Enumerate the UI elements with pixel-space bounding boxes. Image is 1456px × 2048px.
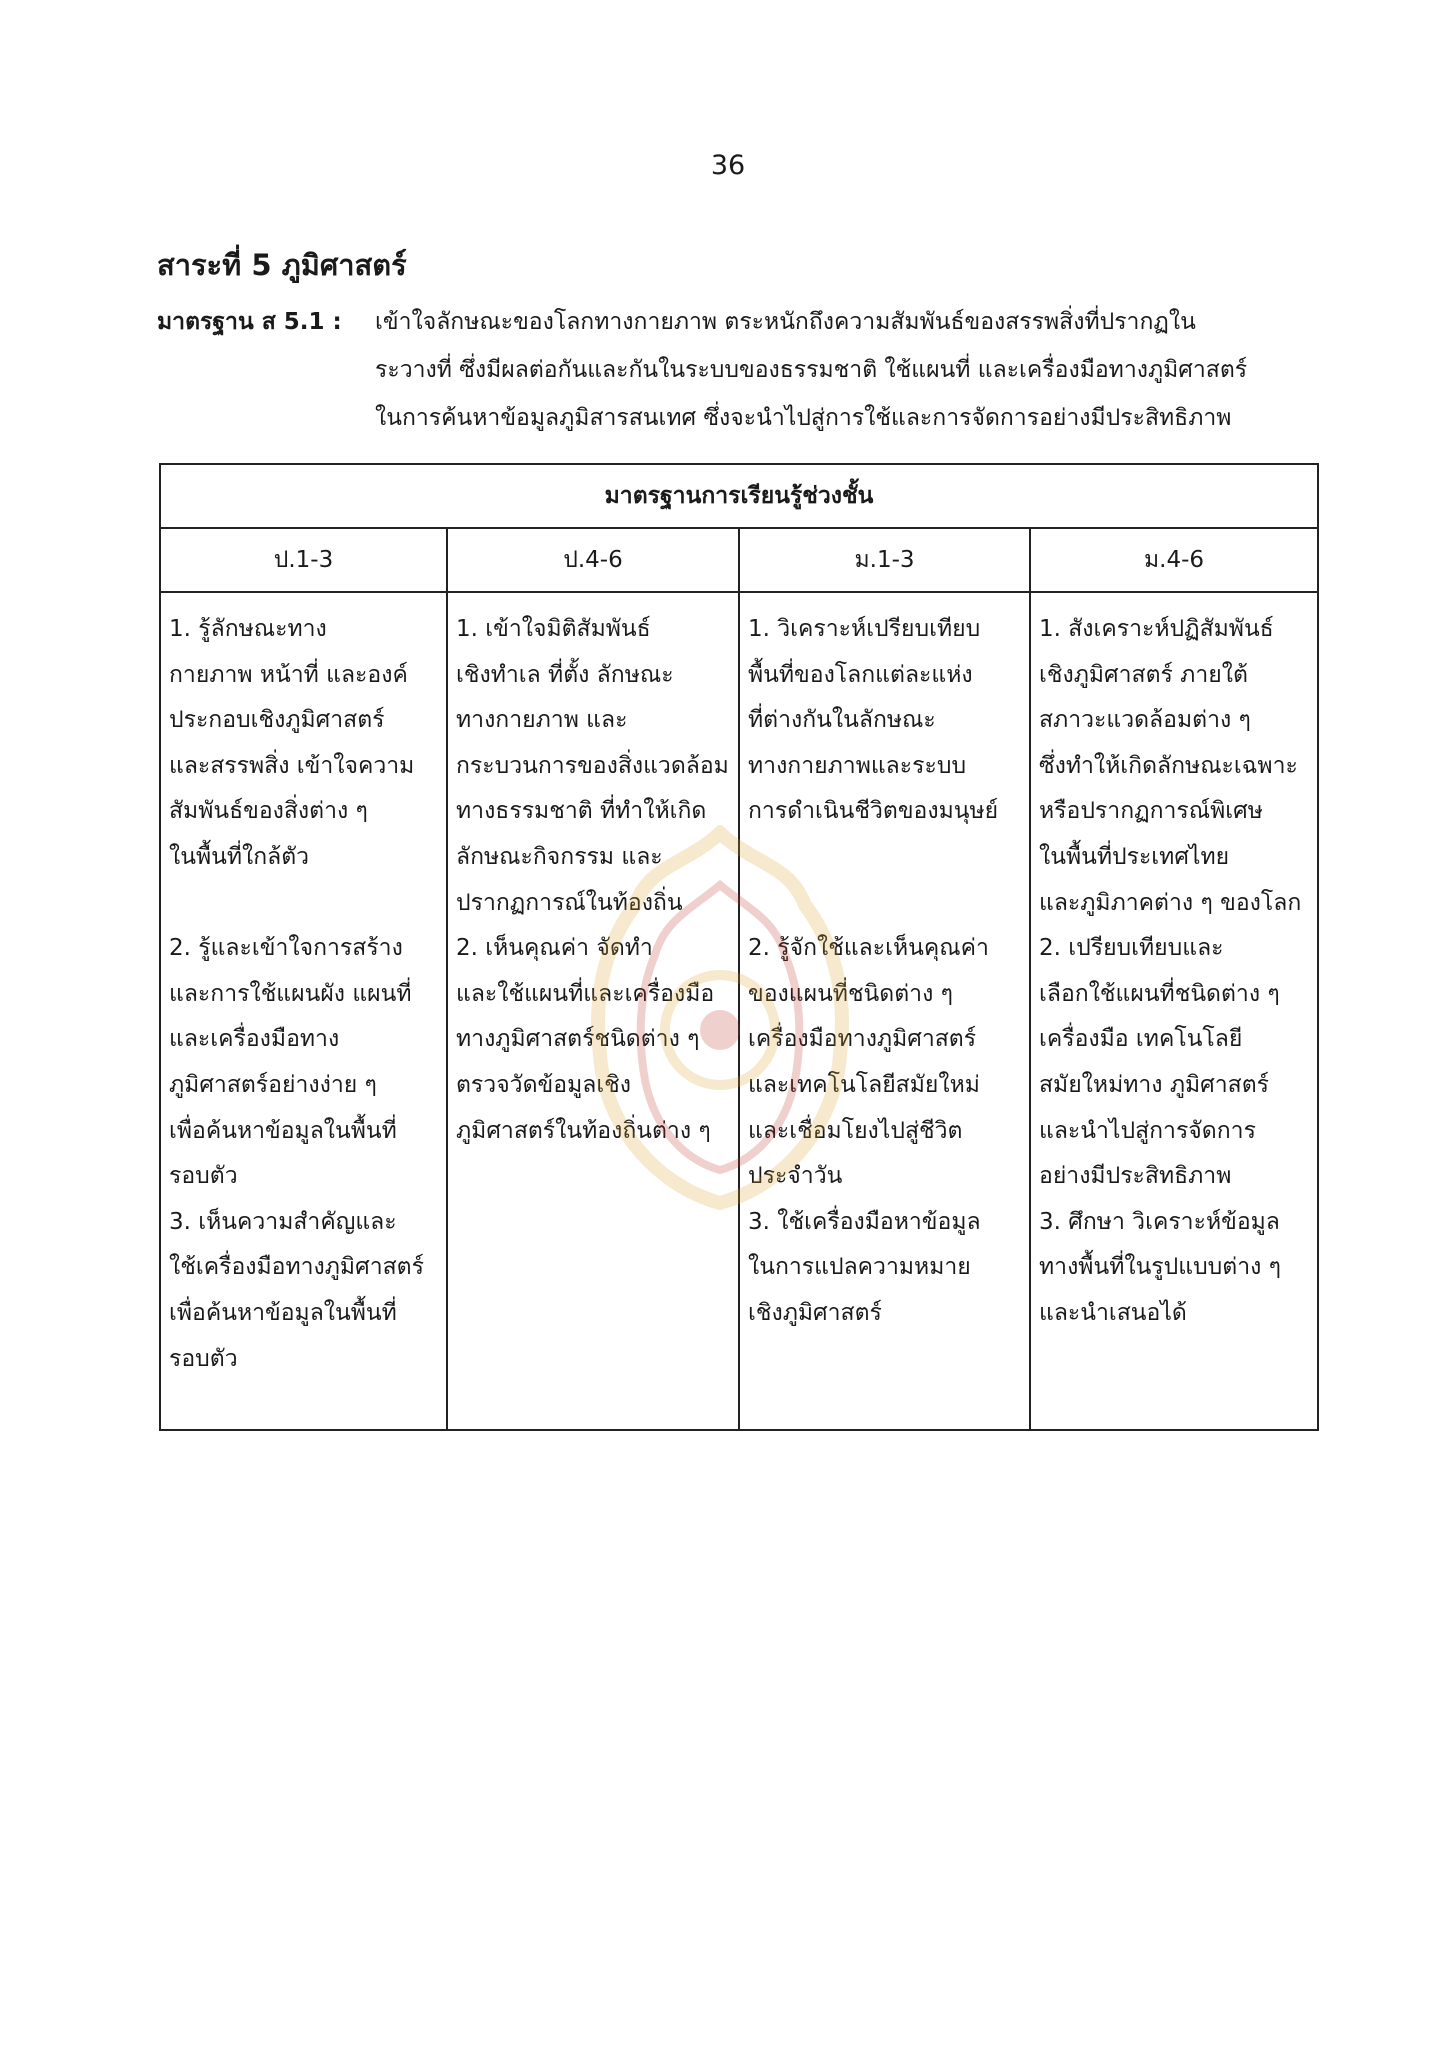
standard-item-line: ประจำวัน: [748, 1163, 843, 1190]
standard-item-line: [748, 835, 1023, 881]
standard-item: [748, 1200, 1023, 1337]
standard-item: [1039, 926, 1311, 1200]
standard-item-line: และเทคโนโลยีสมัยใหม่: [748, 1071, 980, 1098]
column-header-secondary-1-3: ม.1-3: [739, 528, 1030, 592]
standard-item-line: และภูมิภาคต่าง ๆ ของโลก: [1039, 889, 1302, 916]
standard-item-line: ของแผนที่ชนิดต่าง ๆ: [748, 980, 953, 1007]
standard-item-line: ประกอบเชิงภูมิศาสตร์: [169, 707, 385, 734]
standard-item-line: 2. รู้จักใช้และเห็นคุณค่า: [748, 935, 989, 962]
standard-item-line: ในการแปลความหมาย: [748, 1254, 971, 1281]
standard-item-line: และนำไปสู่การจัดการ: [1039, 1117, 1256, 1144]
standard-item-line: และเครื่องมือทาง: [169, 1026, 340, 1053]
standard-item-line: ใช้เครื่องมือทางภูมิศาสตร์: [169, 1254, 424, 1281]
standard-item-line: และนำเสนอได้: [1039, 1299, 1187, 1326]
standard-item-line: 1. รู้ลักษณะทาง: [169, 616, 327, 642]
standard-item-line: ซึ่งทำให้เกิดลักษณะเฉพาะ: [1039, 752, 1298, 779]
standard-item-line: ทางพื้นที่ในรูปแบบต่าง ๆ: [1039, 1254, 1282, 1281]
standard-item-line: เพื่อค้นหาข้อมูลในพื้นที่: [169, 1299, 397, 1326]
standard-item-line: เชิงทำเล ที่ตั้ง ลักษณะ: [456, 661, 674, 688]
standard-item-line: 1. สังเคราะห์ปฏิสัมพันธ์: [1039, 616, 1274, 642]
standard-item-line: ลักษณะกิจกรรม และ: [456, 843, 663, 870]
standard-item-line: ทางกายภาพ และ: [456, 707, 628, 734]
standards-cell: [1030, 592, 1318, 1430]
column-header-grade-1-3: ป.1-3: [160, 528, 447, 592]
standard-item-line: เลือกใช้แผนที่ชนิดต่าง ๆ: [1039, 980, 1280, 1007]
standards-cell: [739, 592, 1030, 1430]
strand-title: สาระที่ 5 ภูมิศาสตร์: [157, 248, 407, 282]
standard-item-line: 3. ศึกษา วิเคราะห์ข้อมูล: [1039, 1208, 1280, 1235]
standard-text: [375, 298, 1317, 442]
standard-item-line: 3. ใช้เครื่องมือหาข้อมูล: [748, 1208, 981, 1235]
standard-item: [456, 926, 732, 1154]
standard-item-line: ทางกายภาพและระบบ: [748, 752, 967, 779]
standard-item: [1039, 607, 1311, 926]
standard-item-line: กระบวนการของสิ่งแวดล้อม: [456, 752, 729, 779]
standard-item-line: 3. เห็นความสำคัญและ: [169, 1208, 397, 1235]
table-main-header: มาตรฐานการเรียนรู้ช่วงชั้น: [160, 464, 1318, 528]
column-header-grade-4-6: ป.4-6: [447, 528, 739, 592]
standard-item-line: 2. เห็นคุณค่า จัดทำ: [456, 935, 653, 962]
standard-item-line: พื้นที่ของโลกแต่ละแห่ง: [748, 661, 973, 688]
standard-item: [169, 926, 440, 1200]
standard-item-line: ในพื้นที่ประเทศไทย: [1039, 843, 1230, 870]
standard-block: [157, 298, 1317, 442]
table-body-row: [160, 592, 1318, 1430]
standard-item-line: ภูมิศาสตร์ในท้องถิ่นต่าง ๆ: [456, 1117, 711, 1144]
standard-label: มาตรฐาน ส 5.1 :: [157, 309, 342, 335]
standard-item-line: เพื่อค้นหาข้อมูลในพื้นที่: [169, 1117, 397, 1144]
standard-item-line: เครื่องมือ เทคโนโลยี: [1039, 1026, 1243, 1053]
page-number: 36: [710, 150, 746, 181]
standard-item-line: สัมพันธ์ของสิ่งต่าง ๆ: [169, 798, 368, 825]
standard-item-line: ตรวจวัดข้อมูลเชิง: [456, 1071, 632, 1098]
standard-item-line: 2. รู้และเข้าใจการสร้าง: [169, 935, 403, 962]
standard-line: ระวางที่ ซึ่งมีผลต่อกันและกันในระบบของธรรมชาติ ใช้แผนที่ และเครื่องมือทางภูมิศาสตร์: [375, 357, 1248, 383]
standard-item-line: ที่ต่างกันในลักษณะ: [748, 707, 936, 734]
standard-item-line: หรือปรากฏการณ์พิเศษ: [1039, 798, 1263, 825]
standard-item-line: 1. วิเคราะห์เปรียบเทียบ: [748, 616, 981, 642]
standards-cell: [160, 592, 447, 1430]
standard-line: เข้าใจลักษณะของโลกทางกายภาพ ตระหนักถึงความสัมพันธ์ของสรรพสิ่งที่ปรากฏใน: [375, 309, 1196, 335]
standard-item: [1039, 1200, 1311, 1337]
standard-item-line: ทางภูมิศาสตร์ชนิดต่าง ๆ: [456, 1026, 700, 1053]
standard-item-line: ในพื้นที่ใกล้ตัว: [169, 843, 310, 870]
learning-standards-table: [159, 463, 1319, 1431]
standard-item: [748, 926, 1023, 1200]
standard-item-line: 1. เข้าใจมิติสัมพันธ์: [456, 616, 651, 642]
standard-item-line: สมัยใหม่ทาง ภูมิศาสตร์: [1039, 1071, 1270, 1098]
standard-item-line: อย่างมีประสิทธิภาพ: [1039, 1163, 1232, 1190]
column-header-secondary-4-6: ม.4-6: [1030, 528, 1318, 592]
standard-item-line: และเชื่อมโยงไปสู่ชีวิต: [748, 1117, 963, 1144]
standard-item-line: สภาวะแวดล้อมต่าง ๆ: [1039, 707, 1251, 734]
standard-item-line: 2. เปรียบเทียบและ: [1039, 935, 1224, 962]
standard-item-line: การดำเนินชีวิตของมนุษย์: [748, 798, 999, 825]
standard-line: ในการค้นหาข้อมูลภูมิสารสนเทศ ซึ่งจะนำไปสู่การใช้และการจัดการอย่างมีประสิทธิภาพ: [375, 405, 1232, 431]
learning-standards-table-wrap: [159, 463, 1317, 1431]
standard-item-line: และสรรพสิ่ง เข้าใจความ: [169, 752, 415, 779]
standard-item-line: และใช้แผนที่และเครื่องมือ: [456, 980, 715, 1007]
standard-item-line: [748, 881, 1023, 927]
standard-item-line: เชิงภูมิศาสตร์: [748, 1299, 882, 1326]
standards-cell: [447, 592, 739, 1430]
standard-item: [748, 607, 1023, 926]
standard-item-line: เชิงภูมิศาสตร์ ภายใต้: [1039, 661, 1248, 688]
standard-item-line: ปรากฏการณ์ในท้องถิ่น: [456, 889, 683, 916]
standard-item-line: ภูมิศาสตร์อย่างง่าย ๆ: [169, 1071, 377, 1098]
standard-item: [169, 607, 440, 926]
standard-item: [169, 1200, 440, 1382]
standard-item-line: เครื่องมือทางภูมิศาสตร์: [748, 1026, 977, 1053]
standard-item-line: รอบตัว: [169, 1345, 238, 1372]
standard-item-line: ทางธรรมชาติ ที่ทำให้เกิด: [456, 798, 707, 825]
standard-item-line: และการใช้แผนผัง แผนที่: [169, 980, 412, 1007]
standard-item-line: กายภาพ หน้าที่ และองค์: [169, 661, 408, 688]
standard-item-line: [169, 881, 440, 927]
standard-item: [456, 607, 732, 926]
standard-item-line: รอบตัว: [169, 1163, 238, 1190]
